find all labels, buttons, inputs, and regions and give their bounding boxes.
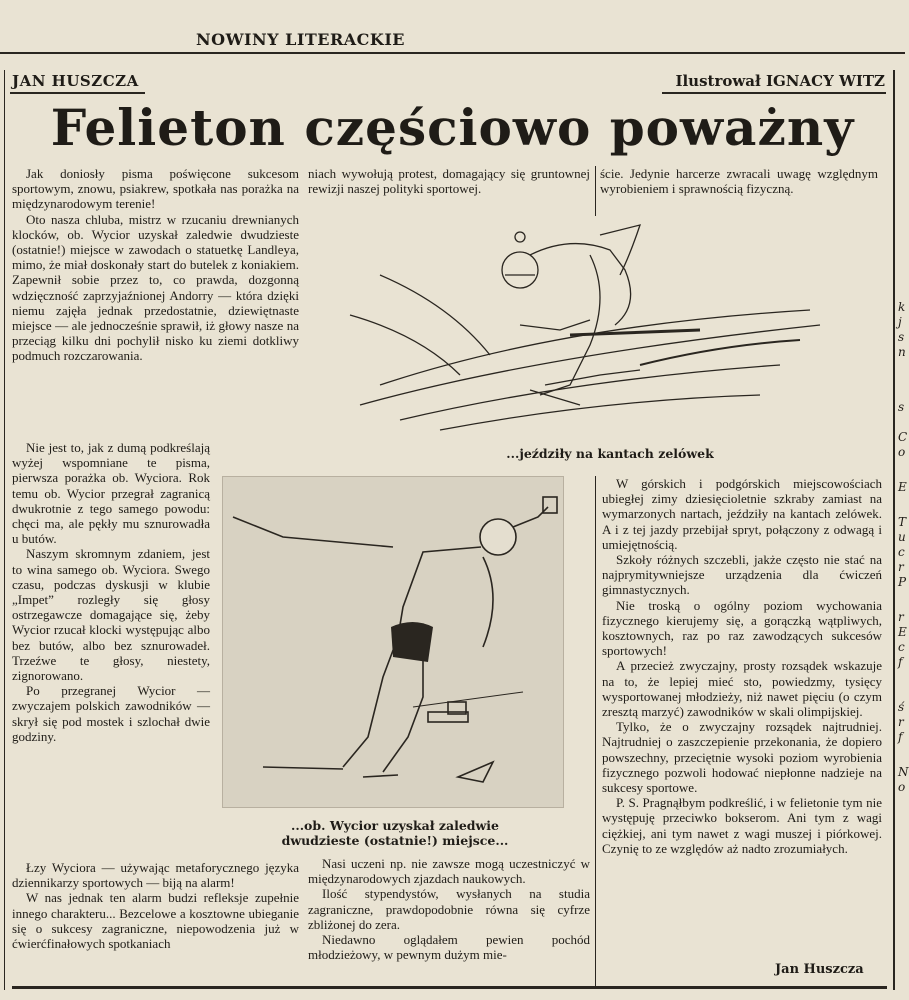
- edge-letter: r: [898, 715, 904, 729]
- edge-letter: k: [898, 300, 906, 314]
- thrower-caption: ...ob. Wycior uzyskał zaledwie dwudzieste (ostatnie!) miejsce...: [281, 818, 509, 848]
- edge-letter: u: [898, 530, 906, 544]
- paragraph: Łzy Wyciora — używając metaforycznego języka dziennikarzy sportowych — biją na alarm!: [12, 860, 299, 891]
- edge-letter: o: [898, 780, 906, 794]
- paragraph: A przecież zwyczajny, prosty rozsądek wskazuje na to, że lepiej mieć sto, powiedzmy, tysięcy wysportowanej młodzieży, niż nawet pięciu (o czym zresztą marzyć) zawodników w skali olimpijskiej.: [602, 658, 882, 720]
- edge-letter: s: [898, 330, 905, 344]
- edge-letter: E: [898, 625, 907, 639]
- left-border-rule: [4, 70, 5, 990]
- paragraph: Nie jest to, jak z dumą podkreślają wyżej wspomniane te pisma, pierwsza porażka ob. Wyciora. Rok temu ob. Wycior przegrał zagranicą dwukrotnie z tego samego powodu: chęci ma, ale pękły mu sznurowadła u butów.: [12, 440, 210, 547]
- skier-illustration: [340, 215, 840, 440]
- column-1-text: [12, 166, 299, 364]
- edge-letter: c: [898, 640, 905, 654]
- paragraph: Szkoły różnych szczebli, jakże często nie stać na najprymitywniejsze urządzenia dla ćwiczeń gimnastycznych.: [602, 552, 882, 598]
- paragraph: P. S. Pragnąłbym podkreślić, i w felietonie tym nie występuję przeciwko bokserom. Ani tym z wagi ciężkiej, ani tym nawet z wagi muszej i piórkowej. Czynię to ze względów aż nadto zrozumiałych.: [602, 795, 882, 856]
- paragraph: ście. Jedynie harcerze zwracali uwagę względnym wyrobieniem i sprawnością fizyczną.: [600, 166, 878, 197]
- skier-caption: ...jeździły na kantach zelówek: [506, 446, 714, 461]
- article-headline: Felieton częściowo poważny: [50, 98, 855, 157]
- paragraph: Nasi uczeni np. nie zawsze mogą uczestniczyć w międzynarodowych zjazdach naukowych.: [308, 856, 590, 887]
- paragraph: Tylko, że o zwyczajny rozsądek najtrudniej. Najtrudniej o zaszczepienie przekonania, że dopiero powszechny, przeciętnie wysoki poziom wyrobienia fizycznego pozwoli hodować niepłonne nadzieje na sukcesy sportowe.: [602, 719, 882, 796]
- edge-letter: f: [898, 730, 903, 744]
- author-underline: [10, 92, 145, 94]
- edge-letter: P: [898, 575, 907, 589]
- edge-letter: r: [898, 560, 904, 574]
- paragraph: Jak doniosły pisma poświęcone sukcesom sportowym, znowu, psiakrew, spotkała nas porażka na międzynarodowym terenie!: [12, 166, 299, 212]
- paragraph: W nas jednak ten alarm budzi refleksje zupełnie innego charakteru... Bezcelowe a kosztowne ubieganie się o sukcesy zagraniczne, niepowodzenia już w ćwierćfinałowych spotkaniach: [12, 890, 299, 952]
- paragraph: Nie troską o ogólny poziom wychowania fizycznego kierujemy się, a gorączką wątpliwych, kosztownych, raz po raz zawodzących sukcesów sportowych!: [602, 597, 882, 659]
- masthead: NOWINY LITERACKIE: [196, 30, 405, 49]
- edge-letter: f: [898, 655, 903, 669]
- edge-letter: ś: [898, 700, 905, 714]
- column-rule: [595, 166, 596, 216]
- column-1-bottom-text: [12, 860, 299, 951]
- paragraph: Po przegranej Wycior — zwyczajem polskich zawodników — skrył się pod mostek i szlochał dwie godziny.: [12, 683, 210, 744]
- edge-letter: j: [898, 315, 902, 329]
- column-1-narrow-text: [12, 440, 210, 744]
- edge-letter: r: [898, 610, 904, 624]
- edge-letter: C: [898, 430, 908, 444]
- edge-letter: c: [898, 545, 905, 559]
- column-rule: [595, 476, 596, 986]
- thrower-illustration: [223, 477, 563, 807]
- paragraph: Ilość stypendystów, wysłanych na studia zagraniczne, prawdopodobnie równa się cyfrze zbliżonej do zera.: [308, 886, 590, 932]
- column-2-bottom-text: [308, 856, 590, 962]
- edge-letter: n: [898, 345, 906, 359]
- right-border-rule: [893, 70, 895, 990]
- edge-letter: N: [898, 765, 909, 779]
- column-2-top-text: [308, 166, 590, 196]
- edge-letter: o: [898, 445, 906, 459]
- thrower-illustration-frame: [222, 476, 564, 808]
- edge-letter: s: [898, 400, 905, 414]
- paragraph: Naszym skromnym zdaniem, jest to wina samego ob. Wyciora. Swego czasu, podczas dyskusji w klubie „Impet” rozległy się głosy ostrzegawcze domagające się, żeby Wycior rzucał klocki występując albo bez butów, albo bez sznurowadeł. Trzeźwe te głosy, niestety, zignorowano.: [12, 546, 210, 684]
- paragraph: niach wywołują protest, domagający się gruntownej rewizji naszej polityki sportowej.: [308, 166, 590, 197]
- column-3-text: [602, 476, 882, 856]
- paragraph: Oto nasza chluba, mistrz w rzucaniu drewnianych klocków, ob. Wycior uzyskał zaledwie dwudzieste (ostatnie!) miejsce w zawodach o statuetkę Landleya, mimo, że miał doskonały start do butelek z koniakiem. Zapewnił sobie przez to, co prawda, dozgonną wdzięczność zaprzyjaźnionej Andorry — która dzięki niemu zajęła jednak przedostatnie, dziewiętnaste miejsce — ale jednocześnie sprawił, iż głowy nasze na przeciąg kilku dni pochylił nisko ku ziemi dotkliwy podmuch rozczarowania.: [12, 211, 299, 364]
- edge-letter: T: [898, 515, 907, 529]
- neighbour-column-edge: [898, 300, 909, 795]
- column-3-top-text: [600, 166, 878, 196]
- edge-letter: E: [898, 480, 907, 494]
- author-name: JAN HUSZCZA: [12, 72, 139, 90]
- illustrator-underline: [662, 92, 886, 94]
- top-rule: [0, 52, 905, 54]
- signature: Jan Huszcza: [775, 962, 864, 977]
- paragraph: Niedawno oglądałem pewien pochód młodzieżowy, w pewnym dużym mie-: [308, 932, 590, 963]
- paragraph: W górskich i podgórskich miejscowościach ubiegłej zimy dziesięcioletnie szkraby zamiast na wymarzonych nartach, jeździły na kantach zelówek. A i z tej jazdy przebijał spryt, połączony z odwagą i umiejętnością.: [602, 476, 882, 552]
- bottom-rule: [12, 986, 887, 989]
- illustrator-credit: Ilustrował IGNACY WITZ: [675, 72, 885, 90]
